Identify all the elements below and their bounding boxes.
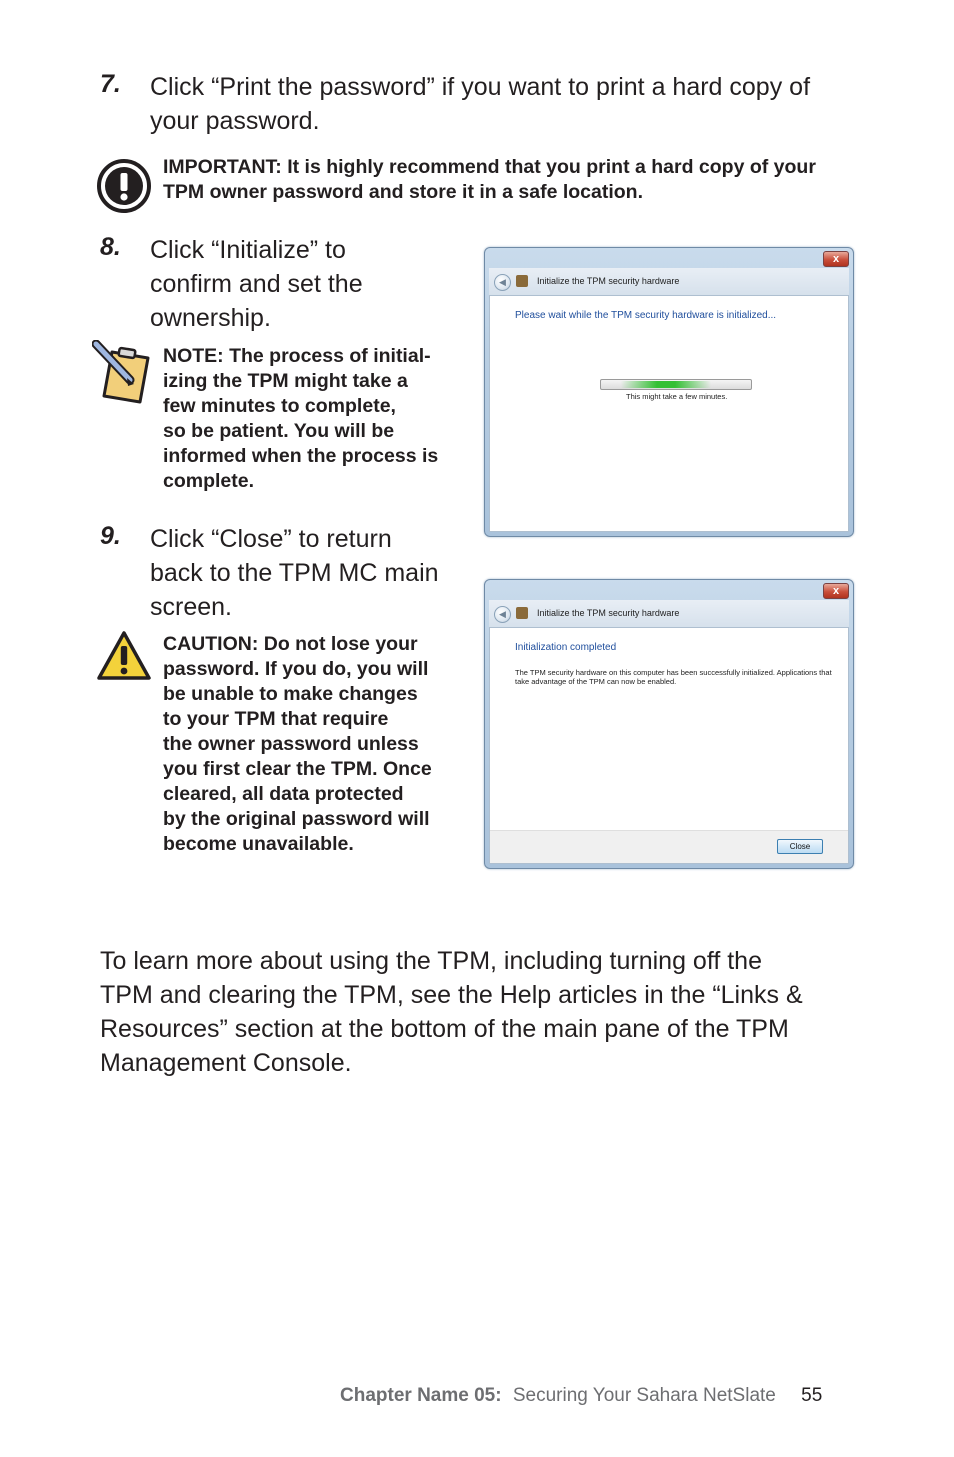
dialog-header bbox=[489, 268, 849, 295]
note-line-2: izing the TPM might take a bbox=[163, 370, 408, 392]
dialog-header bbox=[489, 600, 849, 627]
back-arrow-icon[interactable]: ◀ bbox=[494, 606, 511, 623]
caution-line-8: by the original password will bbox=[163, 808, 430, 830]
tpm-completed-dialog bbox=[484, 579, 854, 869]
footer-chapter-title: Securing Your Sahara NetSlate bbox=[512, 1385, 776, 1406]
close-button[interactable]: Close bbox=[777, 839, 823, 854]
caution-line-6: you first clear the TPM. Once bbox=[163, 758, 432, 780]
step-7-line-2: your password. bbox=[150, 107, 320, 135]
dialog-body bbox=[489, 295, 849, 532]
tpm-chip-icon bbox=[516, 275, 528, 287]
note-line-3: few minutes to complete, bbox=[163, 395, 396, 417]
progress-bar bbox=[600, 379, 752, 390]
dialog-heading: Please wait while the TPM security hardware is initialized... bbox=[515, 310, 777, 321]
step-9-number: 9. bbox=[100, 522, 121, 550]
page-footer bbox=[340, 1385, 860, 1407]
important-line-2: TPM owner password and store it in a safe location. bbox=[163, 181, 644, 203]
step-8-number: 8. bbox=[100, 233, 121, 261]
dialog-message bbox=[515, 668, 835, 686]
footer-page-number: 55 bbox=[801, 1385, 823, 1406]
step-8-text bbox=[150, 233, 460, 335]
dialog-close-icon[interactable]: x bbox=[823, 251, 849, 267]
caution-line-1: CAUTION: Do not lose your bbox=[163, 633, 418, 655]
note-line-6: complete. bbox=[163, 470, 255, 492]
progress-bar-fill bbox=[621, 381, 711, 388]
dialog-message-line-1: The TPM security hardware on this computer has been successfully initialized. Applications that bbox=[515, 668, 832, 677]
step-9-line-2: back to the TPM MC main bbox=[150, 559, 439, 587]
notepad-pencil-icon bbox=[92, 340, 158, 406]
important-text bbox=[163, 155, 883, 205]
back-arrow-icon[interactable]: ◀ bbox=[494, 274, 511, 291]
progress-caption: This might take a few minutes. bbox=[626, 392, 728, 401]
caution-line-7: cleared, all data protected bbox=[163, 783, 404, 805]
caution-line-9: become unavailable. bbox=[163, 833, 354, 855]
exclamation-circle-icon bbox=[96, 158, 152, 214]
dialog-title: Initialize the TPM security hardware bbox=[537, 608, 680, 618]
dialog-heading: Initialization completed bbox=[515, 642, 617, 653]
closing-paragraph bbox=[100, 944, 880, 1080]
note-line-5: informed when the process is bbox=[163, 445, 439, 467]
dialog-button-bar bbox=[490, 830, 848, 863]
caution-text bbox=[163, 632, 463, 857]
important-line-1: IMPORTANT: It is highly recommend that you print a hard copy of your bbox=[163, 156, 816, 178]
step-7-line-1: Click “Print the password” if you want to print a hard copy of bbox=[150, 73, 811, 101]
step-7-number: 7. bbox=[100, 70, 121, 98]
step-8-line-1: Click “Initialize” to bbox=[150, 236, 346, 264]
closing-line-4: Management Console. bbox=[100, 1049, 352, 1077]
warning-triangle-icon bbox=[96, 630, 152, 682]
closing-line-1: To learn more about using the TPM, including turning off the bbox=[100, 947, 762, 975]
dialog-title: Initialize the TPM security hardware bbox=[537, 276, 680, 286]
step-8-line-3: ownership. bbox=[150, 304, 271, 332]
dialog-close-icon[interactable]: x bbox=[823, 583, 849, 599]
tpm-initializing-dialog bbox=[484, 247, 854, 537]
closing-line-2: TPM and clearing the TPM, see the Help articles in the “Links & bbox=[100, 981, 803, 1009]
step-8-line-2: confirm and set the bbox=[150, 270, 363, 298]
caution-line-4: to your TPM that require bbox=[163, 708, 389, 730]
closing-line-3: Resources” section at the bottom of the main pane of the TPM bbox=[100, 1015, 789, 1043]
dialog-message-line-2: take advantage of the TPM can now be enabled. bbox=[515, 677, 677, 686]
tpm-chip-icon bbox=[516, 607, 528, 619]
note-text bbox=[163, 344, 463, 494]
note-line-4: so be patient. You will be bbox=[163, 420, 395, 442]
step-9-line-1: Click “Close” to return bbox=[150, 525, 392, 553]
note-line-1: NOTE: The process of initial- bbox=[163, 345, 431, 367]
step-9-text bbox=[150, 522, 470, 624]
caution-line-3: be unable to make changes bbox=[163, 683, 418, 705]
dialog-body bbox=[489, 627, 849, 864]
caution-line-5: the owner password unless bbox=[163, 733, 419, 755]
caution-line-2: password. If you do, you will bbox=[163, 658, 429, 680]
step-7-text bbox=[150, 70, 870, 138]
step-9-line-3: screen. bbox=[150, 593, 232, 621]
footer-chapter-label: Chapter Name 05: bbox=[340, 1385, 502, 1406]
